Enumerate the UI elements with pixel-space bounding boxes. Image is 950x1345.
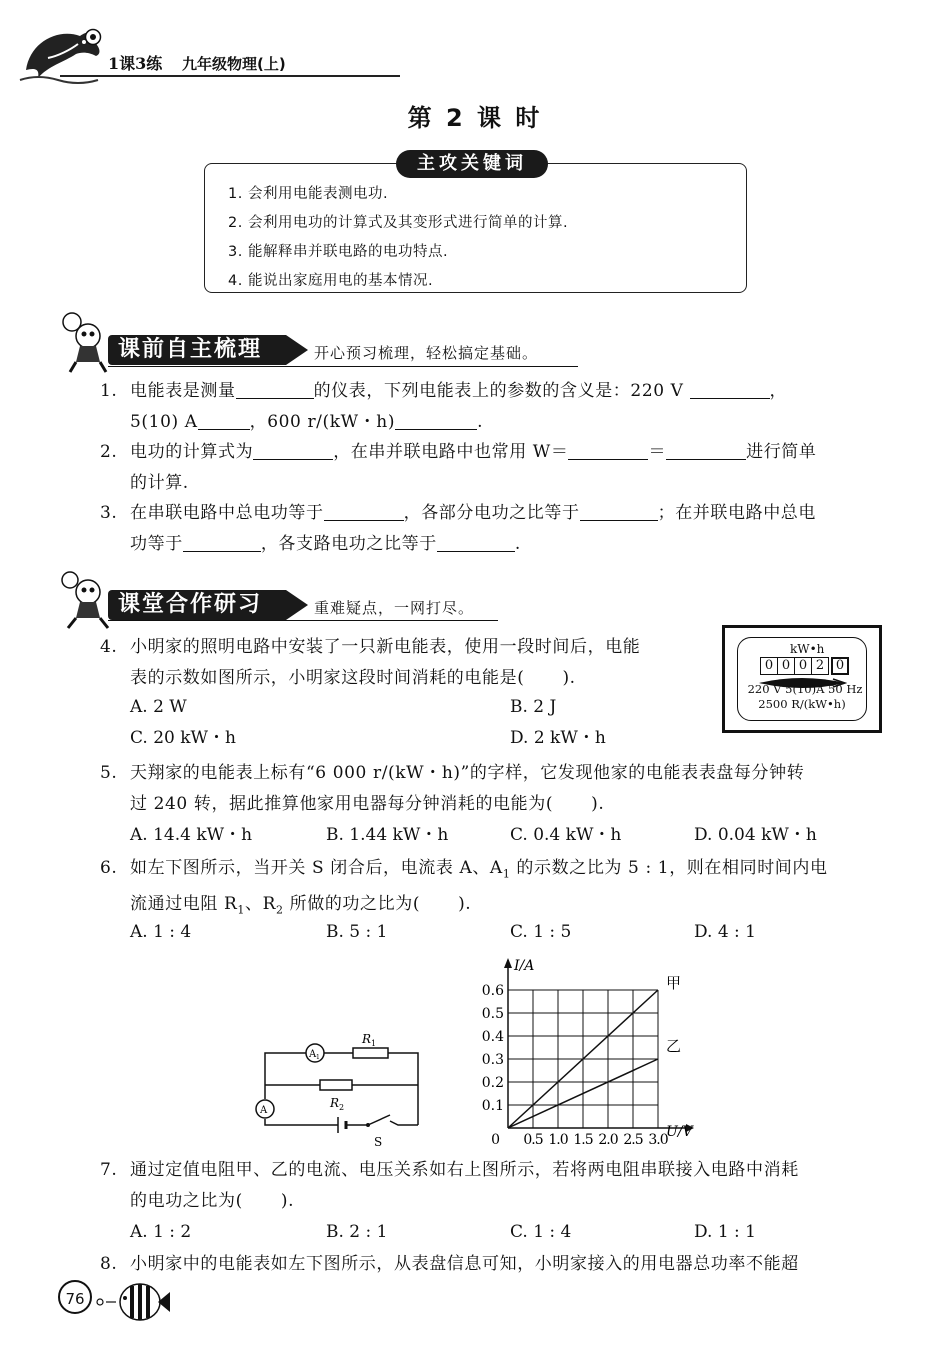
section1-title: 课前自主梳理: [108, 335, 286, 365]
key-points-title: 主攻关键词: [396, 150, 548, 178]
answer-blank[interactable]: [236, 378, 314, 399]
x-tick-label: 3.0: [648, 1132, 668, 1148]
y-tick-label: 0.3: [481, 1052, 504, 1068]
question-number: 4.: [100, 637, 118, 657]
q5-text: 过 240 转，据此推算他家用电器每分钟消耗的电能为(: [130, 794, 554, 814]
question-number: 6.: [100, 858, 118, 878]
iu-graph: [470, 948, 705, 1150]
header-rule: [60, 75, 400, 77]
resistor-r2-sub: 2: [339, 1103, 345, 1112]
q1-text: ，: [769, 381, 788, 401]
switch-label: S: [374, 1135, 383, 1149]
ammeter-a-label: A: [260, 1105, 268, 1116]
y-tick-label: 0.2: [481, 1075, 504, 1091]
q3-text: 功等于: [130, 534, 183, 554]
q6-text: 流通过电阻 R: [130, 894, 238, 915]
meter-digit: 0: [778, 657, 795, 675]
x-axis-label: U/V: [666, 1124, 693, 1140]
q2-text: ，在串并联电路中也常用 W＝: [333, 442, 569, 462]
q4-option-c[interactable]: C. 20 kW・h: [130, 728, 236, 748]
section1-rule: [108, 366, 578, 367]
q3-text: ；在并联电路中总电: [657, 503, 817, 523]
q4-text: 小明家的照明电路中安装了一只新电能表，使用一段时间后，电能: [130, 637, 641, 657]
question-1: [100, 376, 890, 438]
q2-text: 进行简单: [746, 442, 817, 462]
question-5: [100, 758, 890, 820]
answer-blank[interactable]: [198, 409, 250, 430]
q3-text: .: [514, 534, 521, 554]
q1-text: 的仪表，下列电能表上的参数的含义是：220 V: [313, 381, 684, 401]
q6-option-c[interactable]: C. 1 : 5: [510, 922, 572, 942]
answer-blank[interactable]: [568, 439, 648, 460]
key-points-list: [228, 180, 568, 296]
q6-subscript: 1: [237, 903, 246, 917]
q2-text: 的计算.: [130, 473, 189, 493]
series-label: 甲: [666, 974, 682, 992]
q4-option-a[interactable]: A. 2 W: [130, 697, 187, 717]
q7-option-d[interactable]: D. 1 : 1: [694, 1222, 756, 1242]
q1-text: 电能表是测量: [130, 381, 236, 401]
q1-text: ，600 r/(kW・h): [249, 412, 396, 432]
q7-text: ).: [280, 1191, 295, 1211]
question-8: [100, 1249, 890, 1280]
x-tick-label: 1.5: [573, 1132, 593, 1148]
wire: [388, 1053, 418, 1125]
y-axis-arrow: [504, 958, 512, 968]
page-number: 76: [58, 1280, 92, 1314]
section2-title: 课堂合作研习: [108, 590, 286, 620]
q2-text: 电功的计算式为: [130, 442, 254, 462]
question-number: 1.: [100, 381, 118, 401]
answer-blank[interactable]: [437, 531, 515, 552]
question-4: [100, 632, 720, 694]
q3-text: 在串联电路中总电功等于: [130, 503, 324, 523]
y-tick-label: 0.4: [481, 1029, 504, 1045]
answer-blank[interactable]: [395, 409, 477, 430]
meter-digits: [760, 657, 849, 675]
q7-option-a[interactable]: A. 1 : 2: [130, 1222, 192, 1242]
ball-icon: [84, 28, 102, 46]
q7-text: 的电功之比为(: [130, 1191, 243, 1211]
resistor-r2-icon: [320, 1080, 352, 1090]
wire: [265, 1119, 338, 1125]
x-tick-label: 1.0: [548, 1132, 568, 1148]
meter-spec-2: 2500 R/(kW•h): [758, 697, 846, 711]
y-tick-label: 0.1: [481, 1098, 504, 1114]
resistor-r1-label: R: [362, 1032, 372, 1046]
meter-unit: kW•h: [790, 642, 825, 656]
q1-text: .: [477, 412, 484, 432]
ammeter-a1-label: A: [309, 1049, 317, 1060]
key-point-item: 2. 会利用电功的计算式及其变形式进行简单的计算.: [228, 215, 569, 231]
meter-digit: 2: [812, 657, 829, 675]
q3-text: ，各支路电功之比等于: [260, 534, 437, 554]
q3-text: ，各部分电功之比等于: [403, 503, 580, 523]
q6-subscript: 1: [502, 867, 511, 881]
meter-digit: 0: [795, 657, 812, 675]
lesson-title: 第 2 课 时: [407, 104, 543, 132]
section1-subtitle: 开心预习梳理，轻松搞定基础。: [314, 344, 539, 362]
meter-spec-1: 220 V 5(10)A 50 Hz: [747, 682, 863, 696]
q6-option-b[interactable]: B. 5 : 1: [326, 922, 388, 942]
q5-option-b[interactable]: B. 1.44 kW・h: [326, 825, 449, 845]
series-label: 乙: [666, 1037, 682, 1055]
answer-blank[interactable]: [324, 500, 404, 521]
question-number: 3.: [100, 503, 118, 523]
q6-text: ).: [458, 894, 472, 915]
resistor-r2-label: R: [330, 1096, 340, 1110]
meter-digit: 0: [760, 657, 778, 675]
q4-text: ).: [562, 668, 576, 688]
q6-text: 、R: [245, 894, 277, 915]
key-point-item: 4. 能说出家庭用电的基本情况.: [228, 273, 434, 289]
key-point-item: 1. 会利用电能表测电功.: [228, 186, 389, 202]
q6-option-d[interactable]: D. 4 : 1: [694, 922, 756, 942]
wire: [390, 1121, 418, 1125]
circuit-diagram: [248, 1025, 428, 1150]
q7-option-c[interactable]: C. 1 : 4: [510, 1222, 572, 1242]
question-number: 8.: [100, 1254, 118, 1274]
section2-subtitle: 重难疑点，一网打尽。: [314, 599, 475, 617]
q5-text: 天翔家的电能表上标有“6 000 r/(kW・h)”的字样，它发现他家的电能表表盘每分钟转: [130, 763, 805, 783]
q4-option-d[interactable]: D. 2 kW・h: [510, 728, 606, 748]
section1-banner-tail: [286, 335, 308, 365]
q7-text: 通过定值电阻甲、乙的电流、电压关系如右上图所示，若将两电阻串联接入电路中消耗: [130, 1160, 799, 1180]
answer-blank[interactable]: [183, 531, 261, 552]
header-brand: 1课3练: [108, 54, 163, 73]
ammeter-a1-sub: 1: [316, 1054, 320, 1061]
header-course: 九年级物理(上): [182, 55, 286, 73]
q6-text: 如左下图所示，当开关 S 闭合后，电流表 A、A: [130, 858, 503, 878]
q7-option-b[interactable]: B. 2 : 1: [326, 1222, 388, 1242]
cartoon-mascot-icon: [58, 310, 112, 376]
q6-text: 的示数之比为 5 : 1，则在相同时间内电: [510, 858, 828, 878]
q2-text: ＝: [648, 442, 667, 462]
q4-option-b[interactable]: B. 2 J: [510, 697, 557, 717]
x-tick-label: 2.5: [623, 1132, 643, 1148]
question-number: 2.: [100, 442, 118, 462]
question-6: [100, 853, 890, 926]
q8-text: 小明家中的电能表如左下图所示，从表盘信息可知，小明家接入的用电器总功率不能超: [130, 1254, 799, 1274]
q6-subscript: 2: [276, 903, 284, 917]
q5-text: ).: [591, 794, 605, 814]
section2-banner-tail: [286, 590, 308, 620]
q5-option-d[interactable]: D. 0.04 kW・h: [694, 825, 817, 845]
q4-text: 表的示数如图所示，小明家这段时间消耗的电能是(: [130, 668, 525, 688]
y-tick-label: 0.5: [481, 1006, 504, 1022]
resistor-r1-icon: [353, 1048, 388, 1058]
wire: [265, 1053, 306, 1085]
switch-blade: [368, 1115, 390, 1125]
q1-text: 5(10) A: [130, 412, 198, 432]
resistor-r1-sub: 1: [371, 1039, 377, 1048]
section2-rule: [108, 620, 498, 621]
answer-blank[interactable]: [580, 500, 658, 521]
cartoon-mascot-icon: [58, 568, 112, 632]
x-tick-label: 2.0: [598, 1132, 618, 1148]
answer-blank[interactable]: [253, 439, 333, 460]
question-number: 7.: [100, 1160, 118, 1180]
answer-blank[interactable]: [666, 439, 746, 460]
question-7: [100, 1155, 890, 1217]
answer-blank[interactable]: [690, 378, 770, 399]
question-number: 5.: [100, 763, 118, 783]
question-2: [100, 437, 890, 499]
y-axis-label: I/A: [514, 958, 535, 974]
q6-option-a[interactable]: A. 1 : 4: [130, 922, 192, 942]
origin-label: 0: [491, 1132, 500, 1148]
q5-option-c[interactable]: C. 0.4 kW・h: [510, 825, 622, 845]
fish-icon: [92, 1278, 172, 1326]
key-point-item: 3. 能解释串并联电路的电功特点.: [228, 244, 449, 260]
q6-text: 所做的功之比为(: [283, 894, 421, 915]
q5-option-a[interactable]: A. 14.4 kW・h: [130, 825, 253, 845]
meter-digit-decimal: 0: [831, 657, 849, 675]
y-tick-label: 0.6: [481, 983, 504, 999]
question-3: [100, 498, 890, 560]
x-tick-label: 0.5: [523, 1132, 543, 1148]
